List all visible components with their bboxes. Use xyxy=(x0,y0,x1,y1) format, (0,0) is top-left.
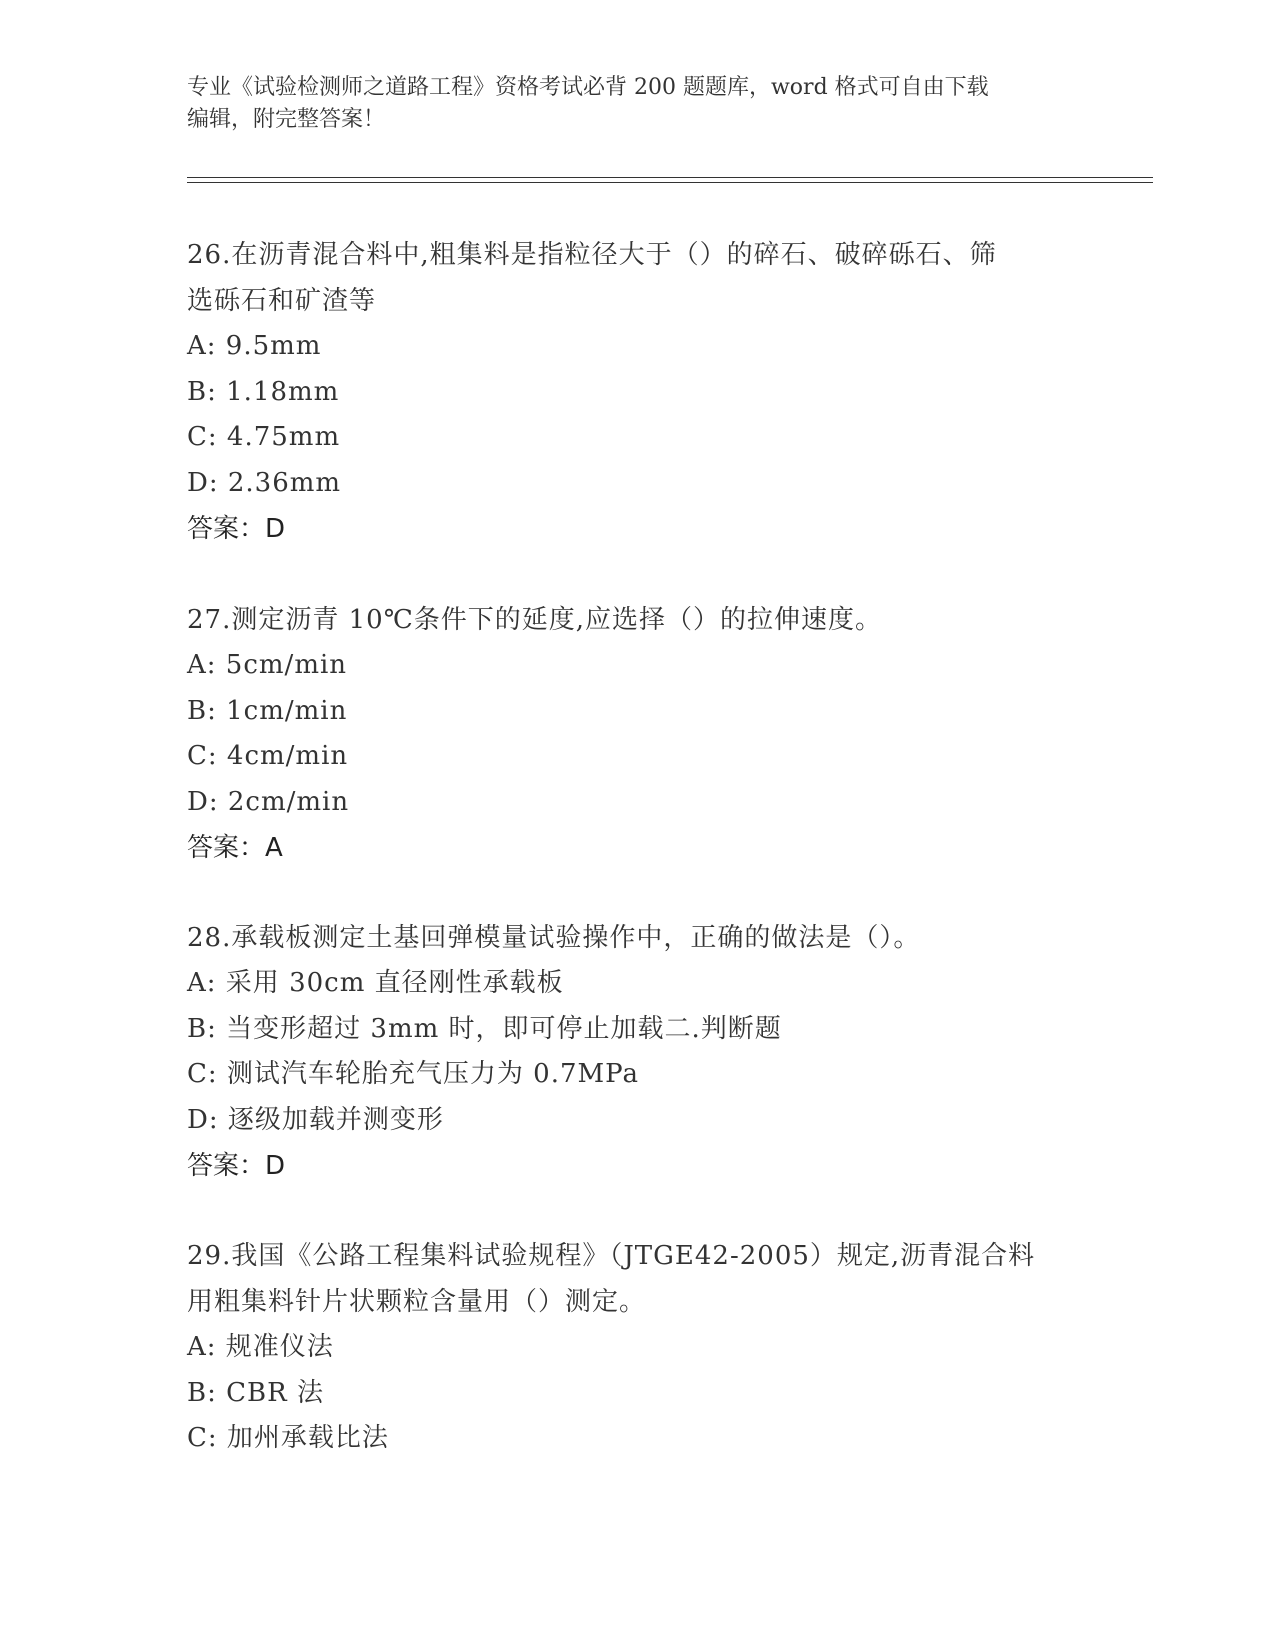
option-b: B: 1cm/min xyxy=(187,695,348,726)
question-stem-line: 选砾石和矿渣等 xyxy=(187,286,377,316)
option-a: A: 规准仪法 xyxy=(187,1332,334,1362)
question-stem xyxy=(187,597,1087,643)
option-a: A: 采用 30cm 直径刚性承载板 xyxy=(187,968,564,998)
answer-line: 答案：D xyxy=(187,1151,286,1181)
option-c: C: 加州承载比法 xyxy=(187,1423,389,1453)
answer-line: 答案：A xyxy=(187,833,283,863)
question-28 xyxy=(187,915,1087,1189)
question-stem xyxy=(187,915,1087,961)
option-d: D: 2.36mm xyxy=(187,467,342,498)
header-line-2: 编辑，附完整答案！ xyxy=(187,107,386,132)
option-b: B: CBR 法 xyxy=(187,1377,324,1408)
option-a: A: 9.5mm xyxy=(187,331,322,361)
question-stem xyxy=(187,232,1087,324)
document-header xyxy=(187,72,1067,136)
option-a: A: 5cm/min xyxy=(187,650,348,680)
option-b: B: 1.18mm xyxy=(187,376,340,407)
header-line-1: 专业《试验检测师之道路工程》资格考试必背 200 题题库，word 格式可自由下载 xyxy=(187,75,989,100)
answer-line: 答案：D xyxy=(187,514,286,544)
question-29 xyxy=(187,1233,1087,1462)
option-c: C: 测试汽车轮胎充气压力为 0.7MPa xyxy=(187,1059,639,1089)
header-divider xyxy=(187,177,1153,183)
question-27 xyxy=(187,597,1087,871)
question-stem-line: 29.我国《公路工程集料试验规程》（JTGE42-2005）规定,沥青混合料 xyxy=(187,1241,1036,1271)
option-d: D: 2cm/min xyxy=(187,786,350,817)
question-stem xyxy=(187,1233,1087,1325)
option-d: D: 逐级加载并测变形 xyxy=(187,1104,444,1135)
question-stem-line: 用粗集料针片状颗粒含量用（）测定。 xyxy=(187,1287,647,1317)
question-stem-line: 26.在沥青混合料中,粗集料是指粒径大于（）的碎石、破碎砾石、筛 xyxy=(187,240,997,270)
question-stem-line: 28.承载板测定土基回弹模量试验操作中，正确的做法是（）。 xyxy=(187,923,921,953)
question-26 xyxy=(187,232,1087,552)
option-c: C: 4cm/min xyxy=(187,741,349,771)
option-c: C: 4.75mm xyxy=(187,422,341,452)
option-b: B: 当变形超过 3mm 时，即可停止加载二.判断题 xyxy=(187,1013,782,1044)
question-stem-line: 27.测定沥青 10℃条件下的延度,应选择（）的拉伸速度。 xyxy=(187,605,883,635)
